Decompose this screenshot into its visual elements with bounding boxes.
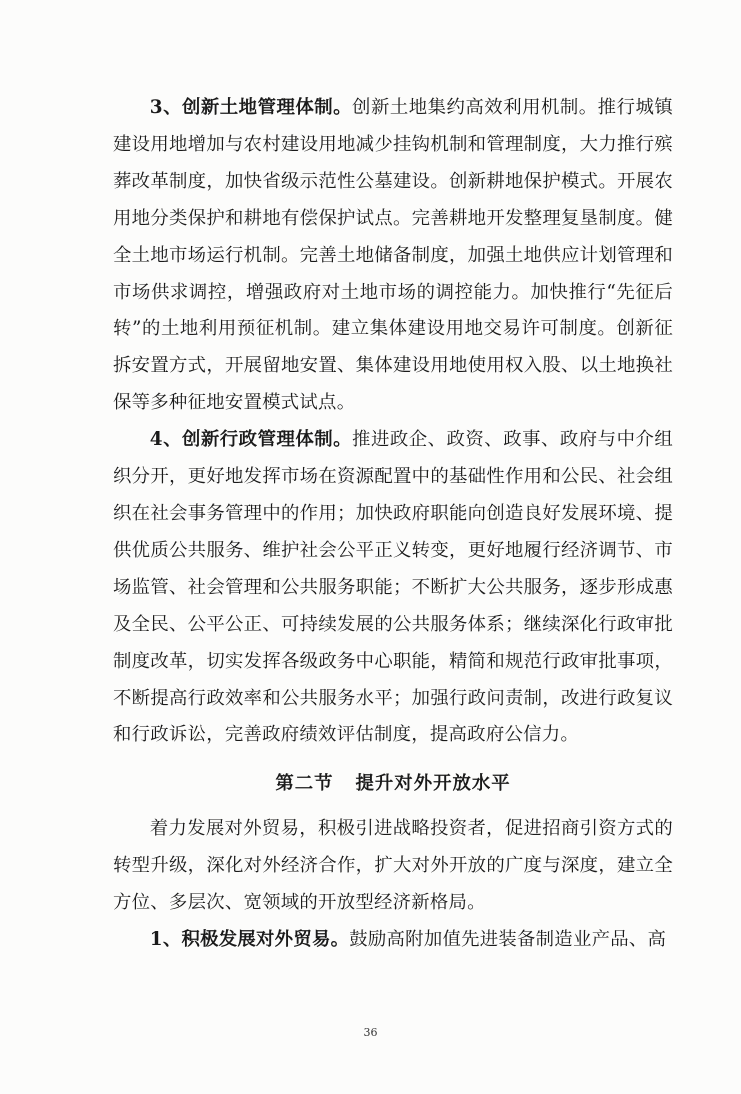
paragraph-text: 推进政企、政资、政事、政府与中介组织分开，更好地发挥市场在资源配置中的基础性作用和公民、社会组织在社会事务管理中的作用；加快政府职能向创造良好发展环境、提供优质公共服务、维护社会公平正义转变，更好地履行经济调节、市场监管、社会管理和公共服务职能；不断扩大公共服务，逐步形成惠及全民、公平公正、可持续发展的公共服务体系；继续深化行政审批制度改革，切实发挥各级政务中心职能，精简和规范行政审批事项，不断提高行政效率和公共服务水平；加强行政问责制，改进行政复议和行政诉讼，完善政府绩效评估制度，提高政府公信力。 bbox=[113, 429, 673, 746]
paragraph-section-intro bbox=[113, 811, 673, 922]
paragraph-administrative-management bbox=[113, 422, 673, 754]
paragraph-text: 着力发展对外贸易，积极引进战略投资者，促进招商引资方式的转型升级，深化对外经济合作，扩大对外开放的广度与深度，建立全方位、多层次、宽领域的开放型经济新格局。 bbox=[113, 818, 673, 914]
paragraph-land-management bbox=[113, 90, 673, 422]
section-heading: 提升对外开放水平 bbox=[355, 773, 511, 795]
paragraph-text: 创新土地集约高效利用机制。推行城镇建设用地增加与农村建设用地减少挂钩机制和管理制度，大力推行殡葬改革制度，加快省级示范性公墓建设。创新耕地保护模式。开展农用地分类保护和耕地有偿保护试点。完善耕地开发整理复垦制度。健全土地市场运行机制。完善土地储备制度，加强土地供应计划管理和市场供求调控，增强政府对土地市场的调控能力。加快推行“先征后转”的土地利用预征机制。建立集体建设用地交易许可制度。创新征拆安置方式，开展留地安置、集体建设用地使用权入股、以土地换社保等多种征地安置模式试点。 bbox=[113, 97, 673, 414]
paragraph-heading: 4、创新行政管理体制。 bbox=[149, 429, 353, 451]
document-body bbox=[113, 90, 673, 959]
paragraph-heading: 3、创新土地管理体制。 bbox=[149, 97, 353, 118]
section-number: 第二节 bbox=[275, 773, 334, 795]
paragraph-text: 鼓励高附加值先进装备制造业产品、高 bbox=[349, 928, 667, 950]
paragraph-heading: 1、积极发展对外贸易。 bbox=[149, 928, 350, 950]
paragraph-foreign-trade bbox=[113, 922, 673, 959]
page-number: 36 bbox=[363, 1026, 378, 1039]
section-title bbox=[113, 766, 673, 803]
